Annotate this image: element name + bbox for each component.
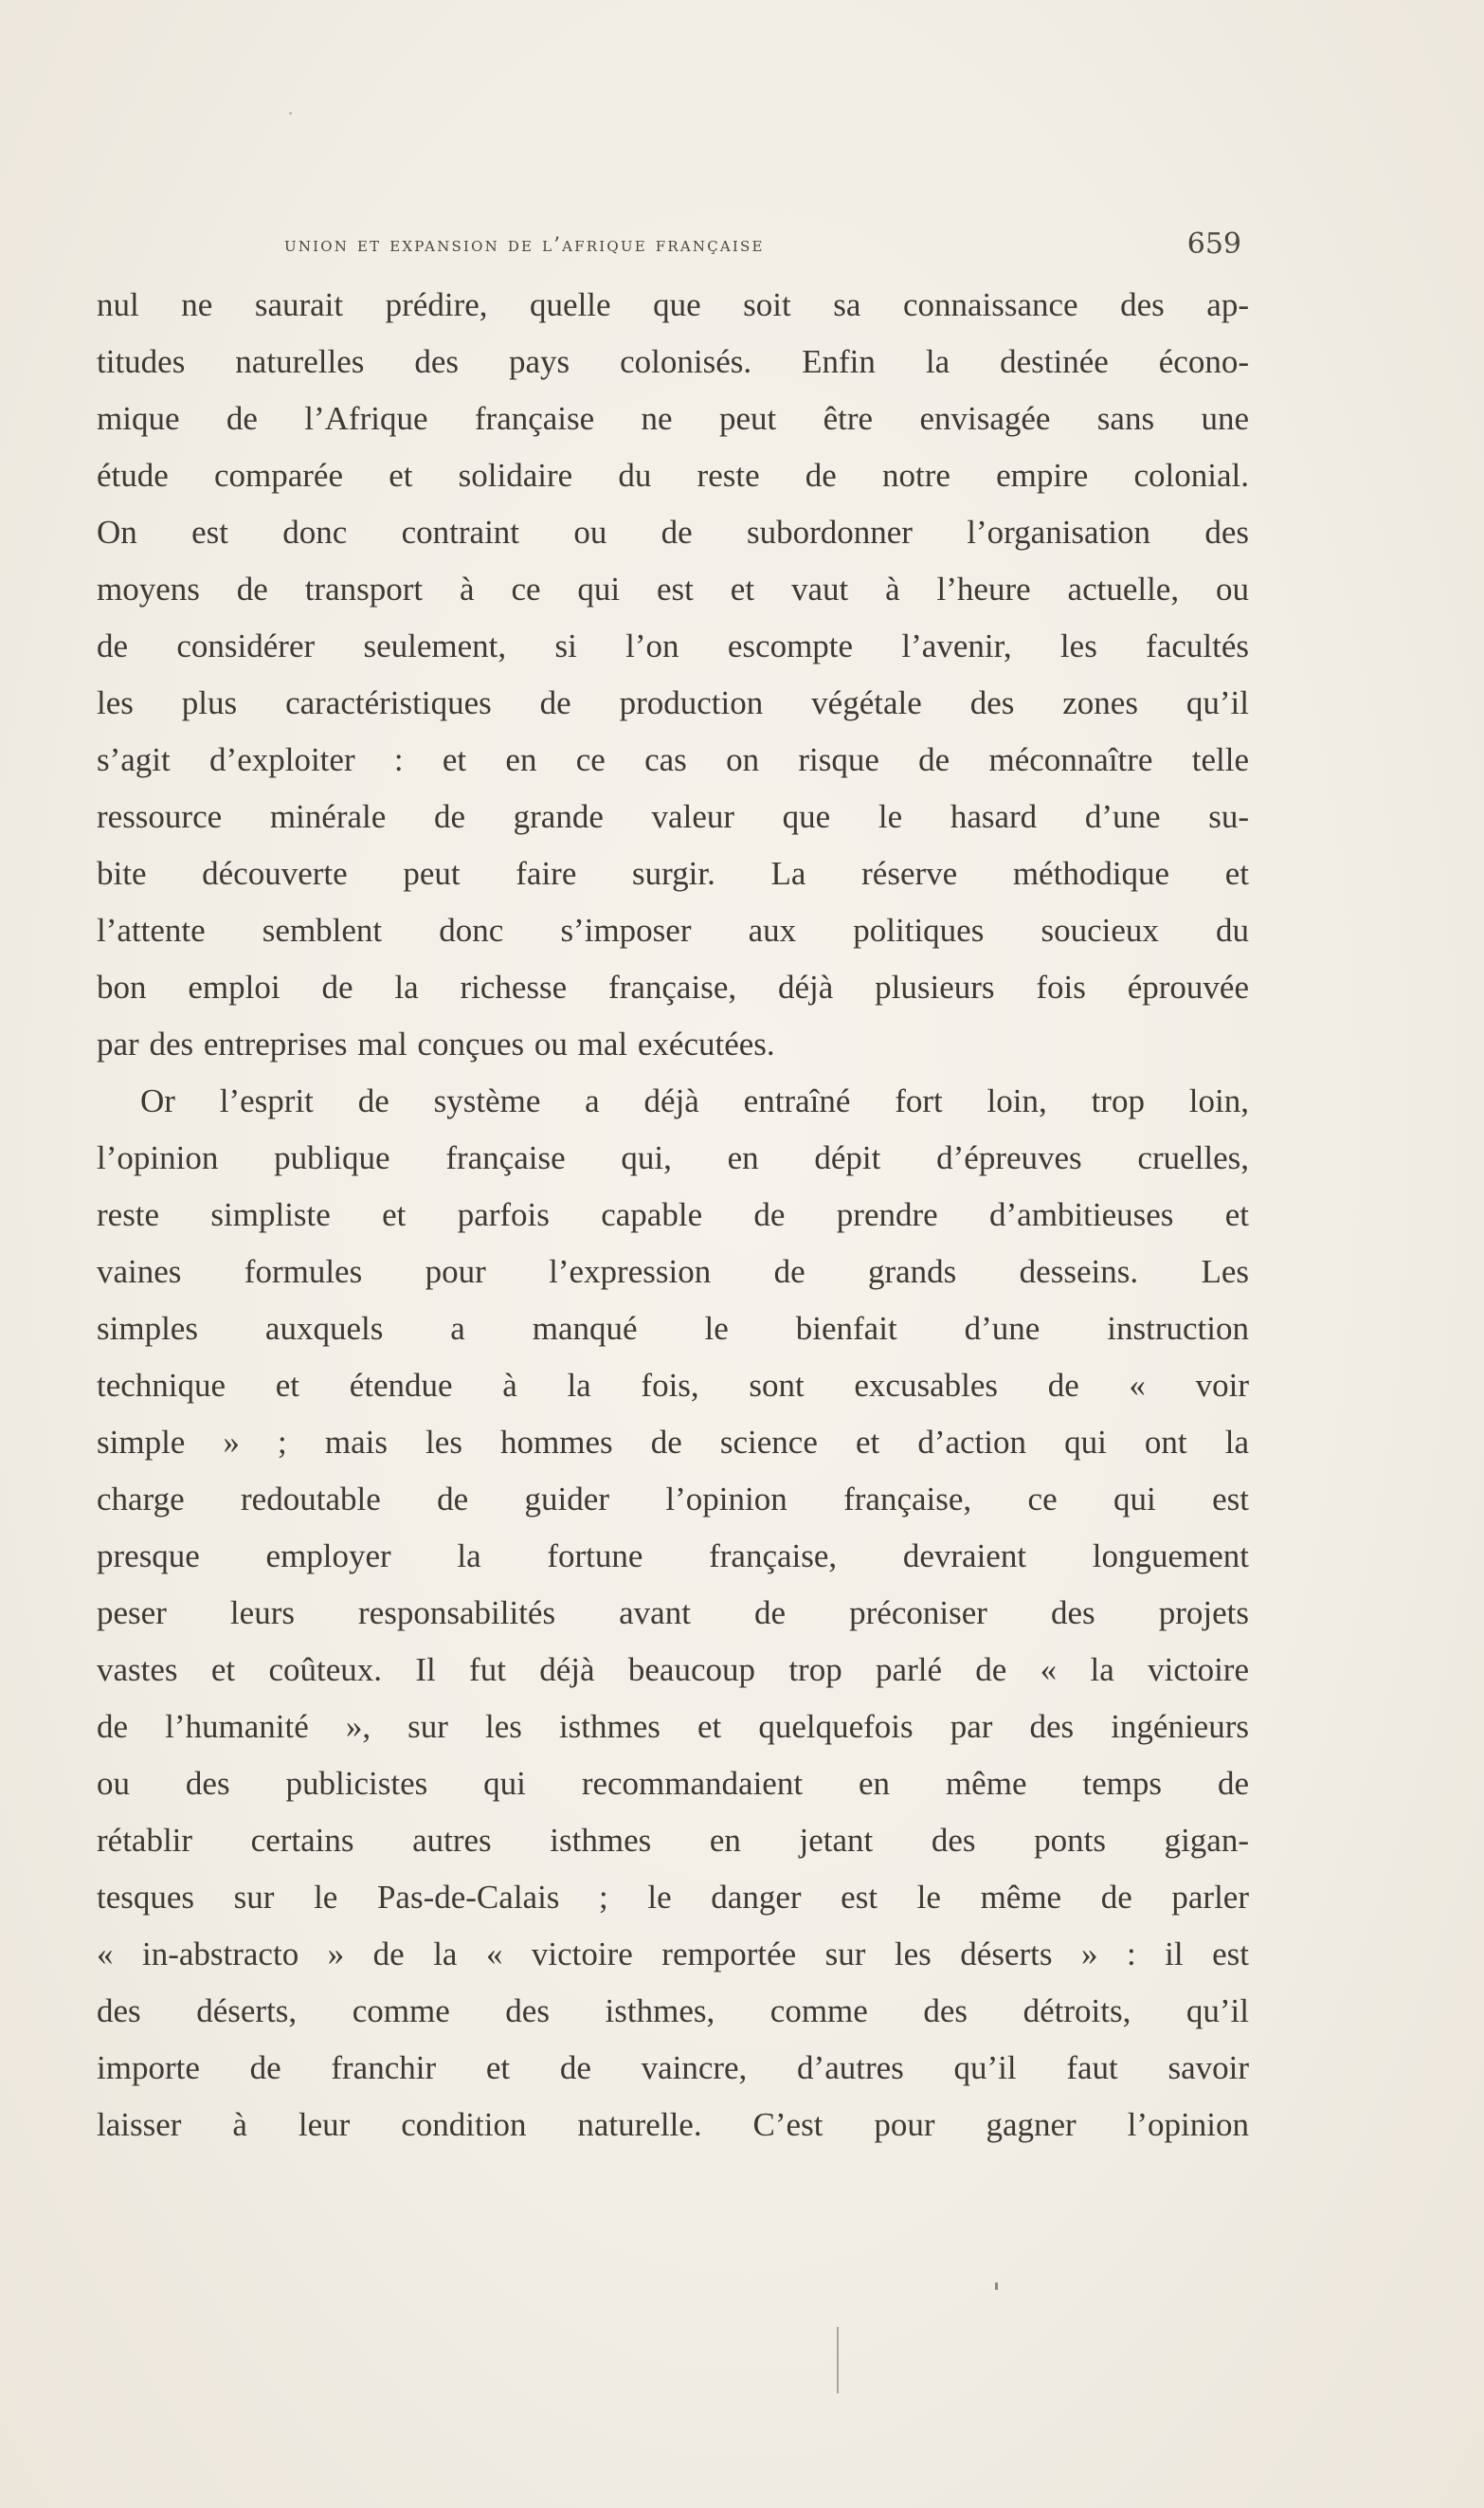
text-line: nul ne saurait prédire, quelle que soit sa connaissance des ap-	[97, 286, 1249, 323]
text-line: étude comparée et solidaire du reste de notre empire colonial.	[97, 457, 1249, 494]
text-line: vaines formules pour l’expression de grands desseins. Les	[97, 1253, 1249, 1290]
text-line: titudes naturelles des pays colonisés. Enfin la destinée écono-	[97, 343, 1249, 380]
paper-speck	[289, 112, 292, 115]
text-line: ressource minérale de grande valeur que le hasard d’une su-	[97, 798, 1249, 835]
text-line: simple » ; mais les hommes de science et d’action qui ont la	[97, 1424, 1249, 1461]
text-line: reste simpliste et parfois capable de prendre d’ambitieuses et	[97, 1196, 1249, 1233]
text-line: de l’humanité », sur les isthmes et quelquefois par des ingénieurs	[97, 1708, 1249, 1745]
running-title: union et expansion de l’afrique française	[284, 233, 765, 256]
text-line: l’opinion publique française qui, en dépit d’épreuves cruelles,	[97, 1139, 1249, 1176]
text-line: rétablir certains autres isthmes en jetant des ponts gigan-	[97, 1822, 1249, 1859]
text-line: simples auxquels a manqué le bienfait d’une instruction	[97, 1310, 1249, 1347]
text-line: tesques sur le Pas-de-Calais ; le danger est le même de parler	[97, 1879, 1249, 1916]
text-line: Or l’esprit de système a déjà entraîné fort loin, trop loin,	[140, 1082, 1249, 1119]
text-line: mique de l’Afrique française ne peut être envisagée sans une	[97, 400, 1249, 437]
paper-speck	[995, 2282, 998, 2290]
text-line: vastes et coûteux. Il fut déjà beaucoup trop parlé de « la victoire	[97, 1651, 1249, 1688]
text-line: charge redoutable de guider l’opinion française, ce qui est	[97, 1481, 1249, 1518]
text-line: peser leurs responsabilités avant de préconiser des projets	[97, 1594, 1249, 1631]
text-line: par des entreprises mal conçues ou mal exécutées.	[97, 1026, 775, 1063]
page-number: 659	[1186, 227, 1241, 261]
text-line: importe de franchir et de vaincre, d’autres qu’il faut savoir	[97, 2049, 1249, 2086]
text-line: On est donc contraint ou de subordonner l’organisation des	[97, 514, 1249, 551]
text-line: ou des publicistes qui recommandaient en même temps de	[97, 1765, 1249, 1802]
text-line: laisser à leur condition naturelle. C’est pour gagner l’opinion	[97, 2106, 1249, 2143]
text-line: des déserts, comme des isthmes, comme des détroits, qu’il	[97, 1992, 1249, 2029]
text-line: de considérer seulement, si l’on escompte l’avenir, les facultés	[97, 627, 1249, 664]
text-line: s’agit d’exploiter : et en ce cas on risque de méconnaître telle	[97, 741, 1249, 778]
text-line: les plus caractéristiques de production végétale des zones qu’il	[97, 684, 1249, 721]
text-line: l’attente semblent donc s’imposer aux politiques soucieux du	[97, 912, 1249, 949]
text-line: « in-abstracto » de la « victoire remportée sur les déserts » : il est	[97, 1936, 1249, 1972]
paper-crease-mark	[837, 2327, 839, 2393]
text-line: presque employer la fortune française, devraient longuement	[97, 1537, 1249, 1574]
text-line: technique et étendue à la fois, sont excusables de « voir	[97, 1367, 1249, 1404]
text-line: moyens de transport à ce qui est et vaut à l’heure actuelle, ou	[97, 571, 1249, 608]
text-line: bite découverte peut faire surgir. La réserve méthodique et	[97, 855, 1249, 892]
text-line: bon emploi de la richesse française, déjà plusieurs fois éprouvée	[97, 969, 1249, 1006]
running-head	[284, 227, 1241, 265]
